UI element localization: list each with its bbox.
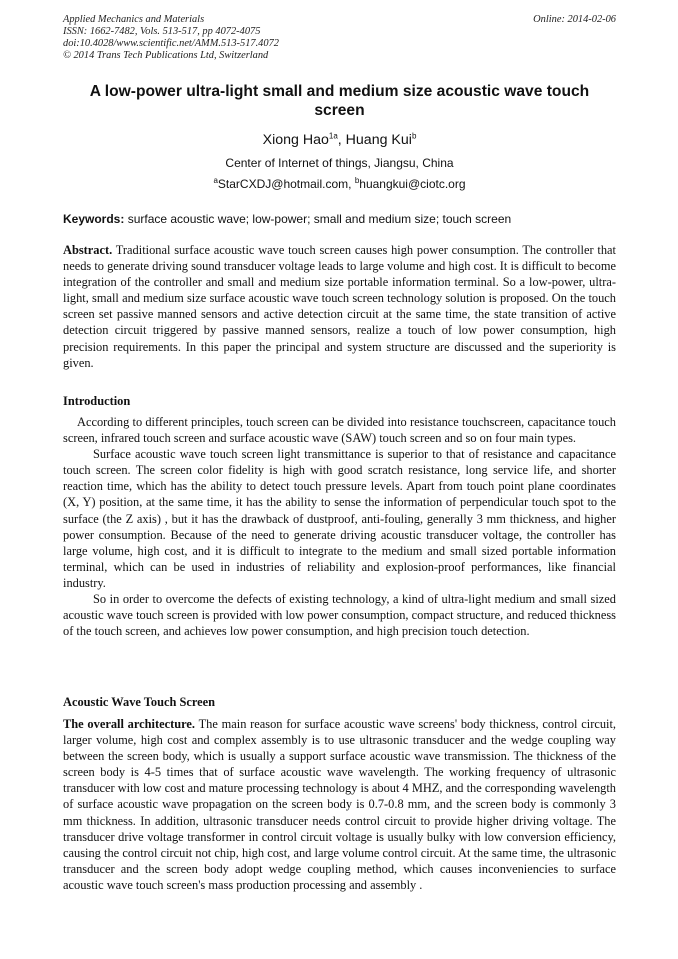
doi-line: doi:10.4028/www.scientific.net/AMM.513-517.4072 bbox=[63, 38, 279, 49]
subsection-label: The overall architecture. bbox=[63, 717, 196, 731]
keywords-text: surface acoustic wave; low-power; small and medium size; touch screen bbox=[124, 212, 512, 226]
author-name: Xiong Hao bbox=[262, 132, 329, 148]
abstract-text: Traditional surface acoustic wave touch screen causes high power consumption. The controller that needs to generate driving sound transducer voltage leads to large volume and high cost. It is difficult to become integration of the controller and small and medium size portable information terminal. So a low-power, ultra-light, small and medium size surface acoustic wave touch screen technology solution is proposed. On the touch screen set passive manned sensors and active detection circuit at the same time, the state transition of active detection circuit triggered by passive manned sensors, realize a touch of low power consumption, high precision requirements. In this paper the principal and system structure are discussed and the superiority is given. bbox=[63, 243, 616, 370]
keywords bbox=[63, 212, 616, 227]
email-list bbox=[63, 177, 616, 192]
abstract-label: Abstract. bbox=[63, 243, 113, 257]
email-superscript: b bbox=[354, 176, 360, 185]
paper-title: A low-power ultra-light small and medium size acoustic wave touch screen bbox=[89, 83, 590, 119]
architecture-paragraph bbox=[63, 716, 616, 893]
author-list bbox=[63, 131, 616, 149]
keywords-label: Keywords: bbox=[63, 212, 125, 226]
paragraph: According to different principles, touch screen can be divided into resistance touchscreen, capacitance touch screen, infrared touch screen and surface acoustic wave (SAW) touch screen and so on four main types. bbox=[63, 415, 616, 446]
introduction-body bbox=[63, 414, 616, 639]
author-superscript: b bbox=[411, 131, 417, 141]
journal-header bbox=[63, 14, 616, 62]
journal-name: Applied Mechanics and Materials bbox=[63, 14, 205, 25]
section-heading-introduction: Introduction bbox=[63, 394, 131, 408]
paragraph: So in order to overcome the defects of existing technology, a kind of ultra-light medium and small sized acoustic wave touch screen is provided with low power consumption, compact structure, and reduced thickness of the touch screen, and achieves low power consumption, and high precision touch detection. bbox=[63, 592, 616, 639]
issn-line: ISSN: 1662-7482, Vols. 513-517, pp 4072-4075 bbox=[63, 26, 261, 37]
architecture-text: The main reason for surface acoustic wave screens' body thickness, control circuit, larger volume, high cost and complex assembly is to use ultrasonic transducer and the wedge coupling way between the screen body, which is usually a support surface acoustic wave transmission. The thickness of the screen body is 4-5 times that of surface acoustic wave wavelength. The working frequency of ultrasonic transducer with low cost and mature processing technology is about 4 MHZ, and the corresponding wavelength of surface acoustic wave propagation on the screen body is 0.7-0.8 mm, and the screen body is commonly 3 mm thickness. In addition, ultrasonic transducer needs control circuit to provide higher driving voltage. The transducer drive voltage transformer in control circuit voltage is usually bulky with low conversion efficiency, causing the control circuit not chip, high cost, and large volume control circuit. At the same time, the ultrasonic transducer and the screen body adopt wedge coupling method, which causes inconveniencies to surface acoustic wave touch screen's mass production processing and assembly . bbox=[63, 717, 617, 892]
author-separator: , bbox=[337, 132, 346, 148]
author-superscript: 1a bbox=[328, 131, 338, 141]
author-name: Huang Kui bbox=[345, 132, 412, 148]
affiliation: Center of Internet of things, Jiangsu, China bbox=[225, 156, 454, 170]
email-address: huangkui@ciotc.org bbox=[359, 177, 466, 191]
abstract bbox=[63, 242, 616, 371]
email-superscript: a bbox=[213, 176, 218, 185]
copyright-line: © 2014 Trans Tech Publications Ltd, Switzerland bbox=[63, 50, 269, 61]
section-heading-acoustic-wave: Acoustic Wave Touch Screen bbox=[63, 695, 216, 709]
paragraph: Surface acoustic wave touch screen light transmittance is superior to that of resistance and capacitance touch screen. The screen color fidelity is high with good scratch resistance, long service life, and shorter reaction time, which has the ability to detect touch pressure levels. Apart from touch point plane coordinates (X, Y) position, at the same time, it has the ability to sense the information of perpendicular touch spot to the surface (the Z axis) , but it has the drawback of dustproof, anti-fouling, generally 3 mm thickness, and higher power consumption. Because of the need to generate driving acoustic transducer voltage, the controller has large volume, high cost, and it is difficult to integrate to the medium and small sized portable information terminal, which can be used in industries of reliability and explosion-proof performances, like financial industry. bbox=[63, 447, 616, 590]
online-date: Online: 2014-02-06 bbox=[533, 14, 616, 25]
email-address: StarCXDJ@hotmail.com, bbox=[217, 177, 355, 191]
